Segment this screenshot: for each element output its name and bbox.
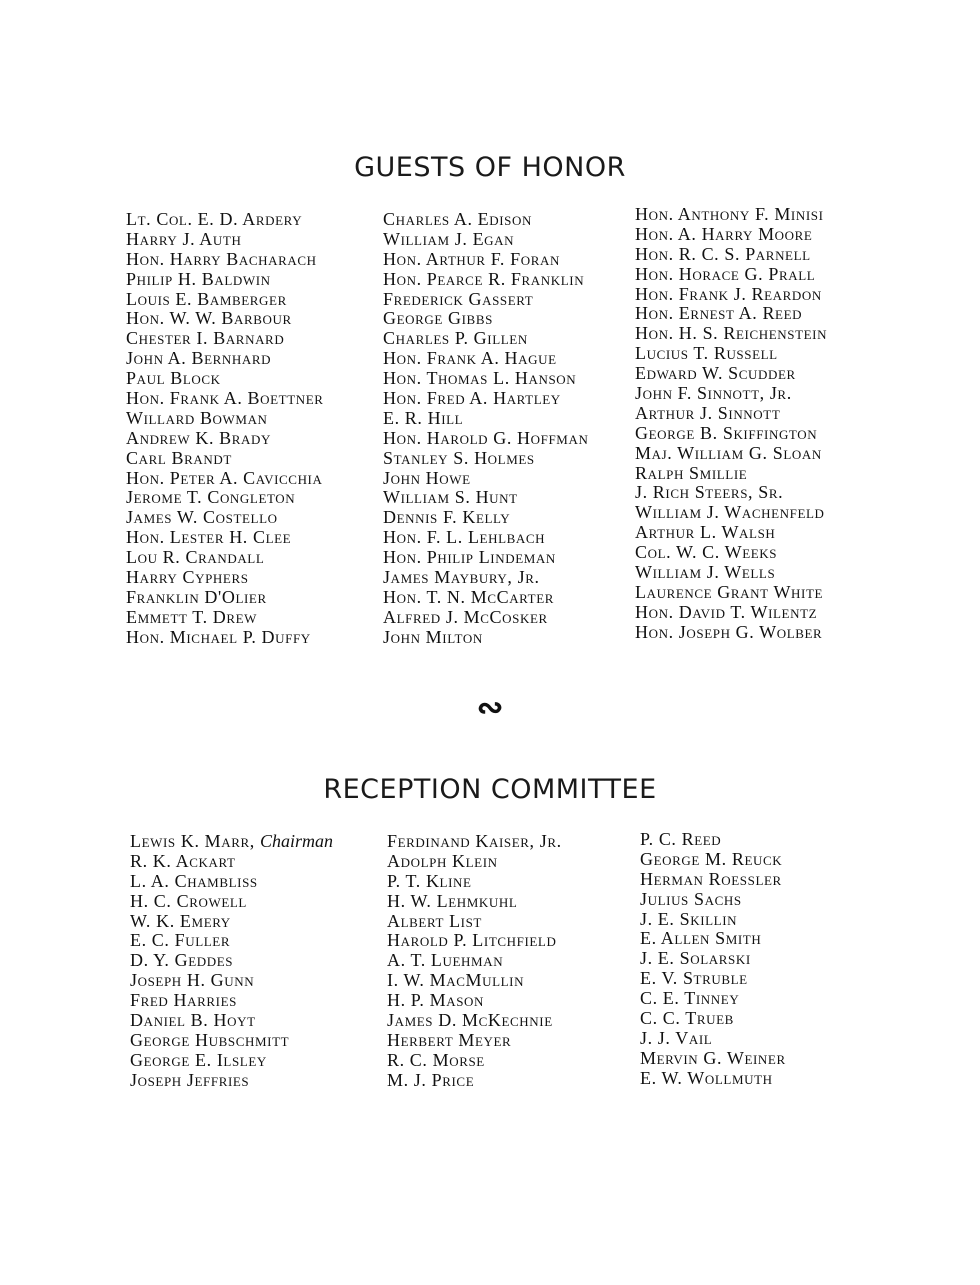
guests-column-2 (383, 210, 588, 648)
name-entry: Hon. F. L. Lehlbach (383, 527, 546, 548)
name-entry: R. C. Morse (387, 1049, 485, 1070)
name-entry: Lou R. Crandall (126, 547, 265, 568)
name-entry: William J. Wachenfeld (635, 502, 825, 523)
name-entry: Philip H. Baldwin (126, 268, 271, 289)
reception-column-3 (640, 830, 786, 1089)
name-entry: Laurence Grant White (635, 581, 824, 602)
name-entry: I. W. MacMullin (387, 970, 525, 991)
name-entry: Albert List (387, 910, 482, 931)
name-entry: Hon. Joseph G. Wolber (635, 621, 823, 642)
name-entry: Hon. Harold G. Hoffman (383, 427, 589, 448)
name-entry: Paul Block (126, 368, 221, 389)
name-entry: C. E. Tinney (640, 988, 740, 1009)
name-entry: H. W. Lehmkuhl (387, 890, 518, 911)
name-entry: L. A. Chambliss (130, 870, 258, 891)
name-entry: Hon. Michael P. Duffy (126, 626, 311, 647)
name-entry: Andrew K. Brady (126, 427, 271, 448)
guests-of-honor-heading: GUESTS OF HONOR (354, 152, 626, 183)
name-entry: George E. Ilsley (130, 1049, 267, 1070)
name-entry: Fred Harries (130, 990, 237, 1011)
name-entry: Hon. R. C. S. Parnell (635, 243, 811, 264)
name-entry: Hon. T. N. McCarter (383, 586, 555, 607)
name-entry: Louis E. Bamberger (126, 288, 287, 309)
name-entry: Harry J. Auth (126, 228, 242, 249)
name-entry: James Maybury, Jr. (383, 567, 540, 588)
name-entry: Joseph Jeffries (130, 1069, 250, 1090)
swash-ornament-icon: ∾ (476, 688, 504, 726)
name-entry: Mervin G. Weiner (640, 1047, 786, 1068)
name-entry: E. C. Fuller (130, 930, 231, 951)
name-entry: Julius Sachs (640, 888, 742, 909)
name-entry: Emmett T. Drew (126, 606, 258, 627)
name-entry: John F. Sinnott, Jr. (635, 383, 792, 404)
name-entry: J. J. Vail (640, 1027, 713, 1048)
name-entry: John Howe (383, 467, 471, 488)
name-entry: Ferdinand Kaiser, Jr. (387, 831, 562, 851)
name-entry: Charles P. Gillen (383, 328, 528, 349)
name-entry: A. T. Luehman (387, 950, 504, 971)
name-entry: H. P. Mason (387, 990, 485, 1011)
name-entry: Hon. H. S. Reichenstein (635, 323, 828, 344)
name-entry: J. E. Skillin (640, 908, 738, 929)
reception-column-2 (387, 832, 562, 1091)
chairman-title: Chairman (260, 831, 334, 851)
name-entry: George M. Reuck (640, 848, 783, 869)
name-entry: Joseph H. Gunn (130, 970, 255, 991)
name-entry: Hon. W. W. Barbour (126, 308, 292, 329)
name-entry: Ralph Smillie (635, 462, 748, 483)
name-entry: Hon. Arthur F. Foran (383, 248, 560, 269)
name-entry: Frederick Gassert (383, 288, 534, 309)
name-entry: Hon. Thomas L. Hanson (383, 368, 577, 389)
name-entry: John A. Bernhard (126, 348, 272, 369)
name-entry: George Hubschmitt (130, 1029, 290, 1050)
name-entry: E. V. Struble (640, 968, 748, 989)
name-entry: Hon. Pearce R. Franklin (383, 268, 585, 289)
guests-column-1 (126, 210, 324, 648)
name-entry: Hon. A. Harry Moore (635, 223, 813, 244)
name-entry: H. C. Crowell (130, 890, 247, 911)
name-entry: Carl Brandt (126, 447, 232, 468)
name-entry: C. C. Trueb (640, 1008, 734, 1029)
name-entry: George Gibbs (383, 308, 493, 329)
name-entry: D. Y. Geddes (130, 950, 234, 971)
name-entry: Hon. Fred A. Hartley (383, 388, 561, 409)
name-entry: Herman Roessler (640, 868, 782, 889)
name-entry: James D. McKechnie (387, 1010, 553, 1031)
name-entry: Franklin D'Olier (126, 586, 267, 607)
name-entry: Hon. Frank J. Reardon (635, 283, 822, 304)
name-entry: Adolph Klein (387, 850, 498, 871)
name-entry: Hon. Horace G. Prall (635, 263, 816, 284)
name-entry: Herbert Meyer (387, 1029, 512, 1050)
name-entry: Hon. Philip Lindeman (383, 547, 556, 568)
name-entry: Willard Bowman (126, 407, 268, 428)
reception-committee-heading: RECEPTION COMMITTEE (323, 774, 657, 805)
name-entry: Arthur L. Walsh (635, 522, 776, 543)
name-entry: Hon. Anthony F. Minisi (635, 204, 824, 224)
name-entry: Harold P. Litchfield (387, 930, 557, 951)
reception-column-1 (130, 832, 333, 1091)
name-entry: Edward W. Scudder (635, 363, 796, 384)
name-entry: Hon. Lester H. Clee (126, 527, 292, 548)
name-entry: William J. Wells (635, 562, 776, 583)
name-entry: Dennis F. Kelly (383, 507, 511, 528)
name-entry: E. W. Wollmuth (640, 1067, 773, 1088)
name-entry: Hon. Ernest A. Reed (635, 303, 803, 324)
name-entry: Hon. David T. Wilentz (635, 601, 818, 622)
name-entry: Arthur J. Sinnott (635, 402, 781, 423)
name-entry: Col. W. C. Weeks (635, 542, 778, 563)
name-entry: John Milton (383, 626, 483, 647)
name-entry: M. J. Price (387, 1069, 475, 1090)
name-entry: J. E. Solarski (640, 948, 751, 969)
name-entry: Lucius T. Russell (635, 343, 778, 364)
name-entry: Chester I. Barnard (126, 328, 285, 349)
name-entry: William J. Egan (383, 228, 515, 249)
name-entry: George B. Skiffington (635, 422, 818, 443)
name-entry: Hon. Peter A. Cavicchia (126, 467, 323, 488)
name-entry: Harry Cyphers (126, 567, 249, 588)
name-entry: J. Rich Steers, Sr. (635, 482, 784, 503)
chairman-entry (130, 832, 333, 852)
name-entry: Hon. Harry Bacharach (126, 248, 317, 269)
name-entry: P. C. Reed (640, 829, 722, 849)
name-entry: Alfred J. McCosker (383, 606, 548, 627)
name-entry: R. K. Ackart (130, 850, 236, 871)
name-entry: W. K. Emery (130, 910, 231, 931)
name-entry: Maj. William G. Sloan (635, 442, 822, 463)
name-entry: Lt. Col. E. D. Ardery (126, 209, 303, 229)
guests-column-3 (635, 205, 827, 643)
name-entry: Charles A. Edison (383, 209, 532, 229)
name-entry: William S. Hunt (383, 487, 518, 508)
name-entry: P. T. Kline (387, 870, 472, 891)
name-entry: James W. Costello (126, 507, 278, 528)
name-entry: Stanley S. Holmes (383, 447, 535, 468)
name-entry: Jerome T. Congleton (126, 487, 296, 508)
name-entry: E. R. Hill (383, 407, 464, 428)
name-entry: Hon. Frank A. Boettner (126, 388, 324, 409)
name-entry: Daniel B. Hoyt (130, 1010, 256, 1031)
name-entry: E. Allen Smith (640, 928, 762, 949)
chairman-name: Lewis K. Marr, (130, 831, 255, 851)
name-entry: Hon. Frank A. Hague (383, 348, 557, 369)
